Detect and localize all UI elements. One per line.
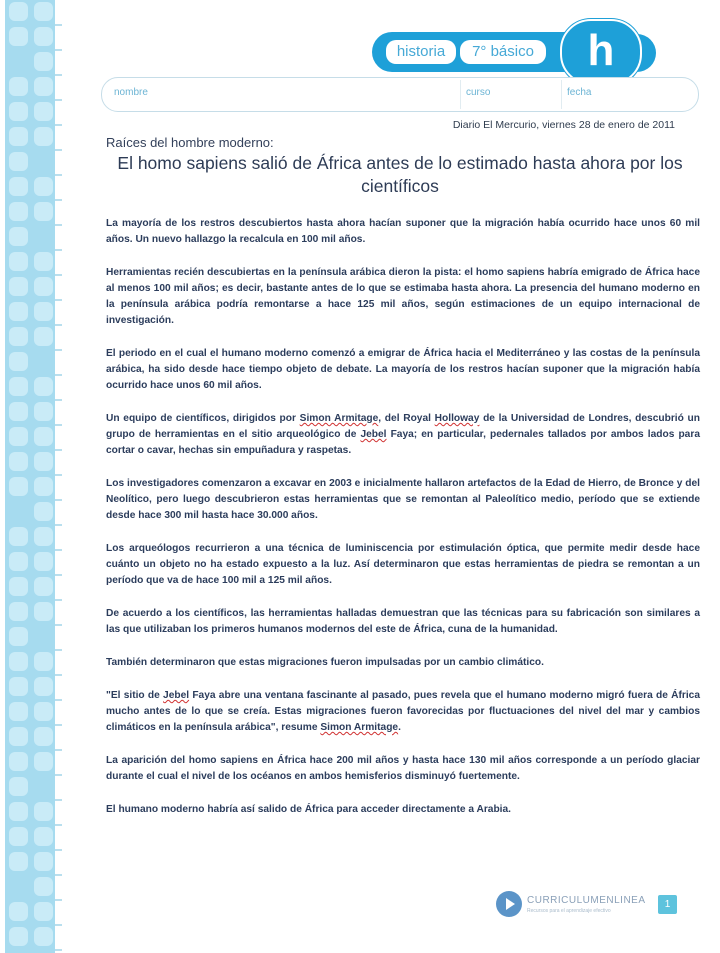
subject-badge-icon: h <box>560 19 642 85</box>
name-field[interactable]: nombre <box>114 87 148 98</box>
student-info-field <box>101 77 699 112</box>
text-run: , del Royal <box>378 413 435 424</box>
paragraph: También determinaron que estas migraciones fueron impulsadas por un cambio climático. <box>106 657 544 668</box>
paragraph: Los investigadores comenzaron a excavar en 2003 e inicialmente hallaron artefactos de la Edad de Hierro, de Bronce y del Neolítico, pero luego descubrieron estas herramientas que se remontan al Paleolítico medio, período que se extiende desde hace 300 mil hasta hace 30.000 años. <box>106 478 700 521</box>
decorative-ticks <box>55 0 63 953</box>
paragraph: De acuerdo a los científicos, las herramientas halladas demuestran que las técnicas para su fabricación son similares a las que utilizaban los primeros humanos modernos del este de África, cuna de la humanidad. <box>106 608 700 635</box>
text-run: Faya abre una ventana fascinante al pasado, pues revela que el humano moderno migró fuera de África mucho antes de lo que se creía. Estas migraciones fueron favorecidas por fluctuaciones del nivel del mar y cambios climáticos en la península arábica", resume <box>106 690 701 733</box>
paragraph: El humano moderno habría así salido de África para acceder directamente a Arabia. <box>106 804 511 815</box>
paragraph <box>106 411 700 459</box>
paragraph: Los arqueólogos recurrieron a una técnica de luminiscencia por estimulación óptica, que permite medir desde hace cuánto un objeto no ha estado expuesto a la luz. Así determinaron que estas herramientas de piedra se remontan a un período que va de hace 100 mil a 125 mil años. <box>106 543 700 586</box>
misspelled-word: Jebel <box>163 690 190 701</box>
paragraph: La mayoría de los restros descubiertos hasta ahora hacían suponer que la migración había ocurrido hace unos 60 mil años. Un nuevo hallazgo la recalcula en 100 mil años. <box>106 218 700 245</box>
paragraph: El periodo en el cual el humano moderno comenzó a emigrar de África hacia el Mediterráneo y las costas de la península arábica, ha sido desde hace tiempo objeto de debate. La mayoría de los restros hacían suponer que la migración había ocurrido hace unos 60 mil años. <box>106 348 700 391</box>
date-field[interactable]: fecha <box>567 87 592 98</box>
page-number: 1 <box>658 895 677 914</box>
misspelled-word: Jebel <box>360 429 387 440</box>
article-body <box>106 216 700 835</box>
curriculum-logo-icon <box>496 891 522 917</box>
footer-tagline: Recursos para el aprendizaje efectivo <box>527 908 611 914</box>
text-run: . <box>398 722 401 733</box>
paragraph: La aparición del homo sapiens en África hace 200 mil años y hasta hace 130 mil años corresponde a un período glaciar durante el cual el nivel de los océanos en ambos hemisferios disminuyó fuertemente. <box>106 755 700 782</box>
article-source: Diario El Mercurio, viernes 28 de enero de 2011 <box>452 119 675 131</box>
article-headline: El homo sapiens salió de África antes de lo estimado hasta ahora por los científicos <box>117 153 683 196</box>
decorative-side-strip <box>5 0 55 953</box>
text-run: Faya; en particular, pedernales tallados por ambos lados para cortar o cavar, hechas sin empuñadura y raspetas. <box>106 429 700 456</box>
field-divider <box>460 80 461 109</box>
misspelled-word: Simon Armitage <box>299 413 379 424</box>
text-run: de la Universidad de Londres, descubrió un grupo de herramientas en el sitio arqueológico de <box>106 413 700 440</box>
paragraph: Herramientas recién descubiertas en la península arábica dieron la pista: el homo sapiens habría emigrado de África hace al menos 100 mil años; es decir, bastante antes de lo que se estimaba hasta ahora. La presencia del humano moderno en la península arábica podría remontarse a hace 125 mil años, según estimaciones de un equipo internacional de investigación. <box>106 267 700 326</box>
paragraph <box>106 688 700 736</box>
field-divider <box>561 80 562 109</box>
footer-brand: CURRICULUMENLINEA <box>527 895 646 906</box>
misspelled-word: Simon Armitage <box>320 722 399 733</box>
article-kicker: Raíces del hombre moderno: <box>106 135 274 150</box>
text-run: "El sitio de <box>106 690 164 701</box>
grade-label: 7° básico <box>460 40 546 64</box>
text-run: Un equipo de científicos, dirigidos por <box>106 413 300 424</box>
subject-label: historia <box>386 40 456 64</box>
misspelled-word: Holloway <box>434 413 480 424</box>
course-field[interactable]: curso <box>466 87 491 98</box>
